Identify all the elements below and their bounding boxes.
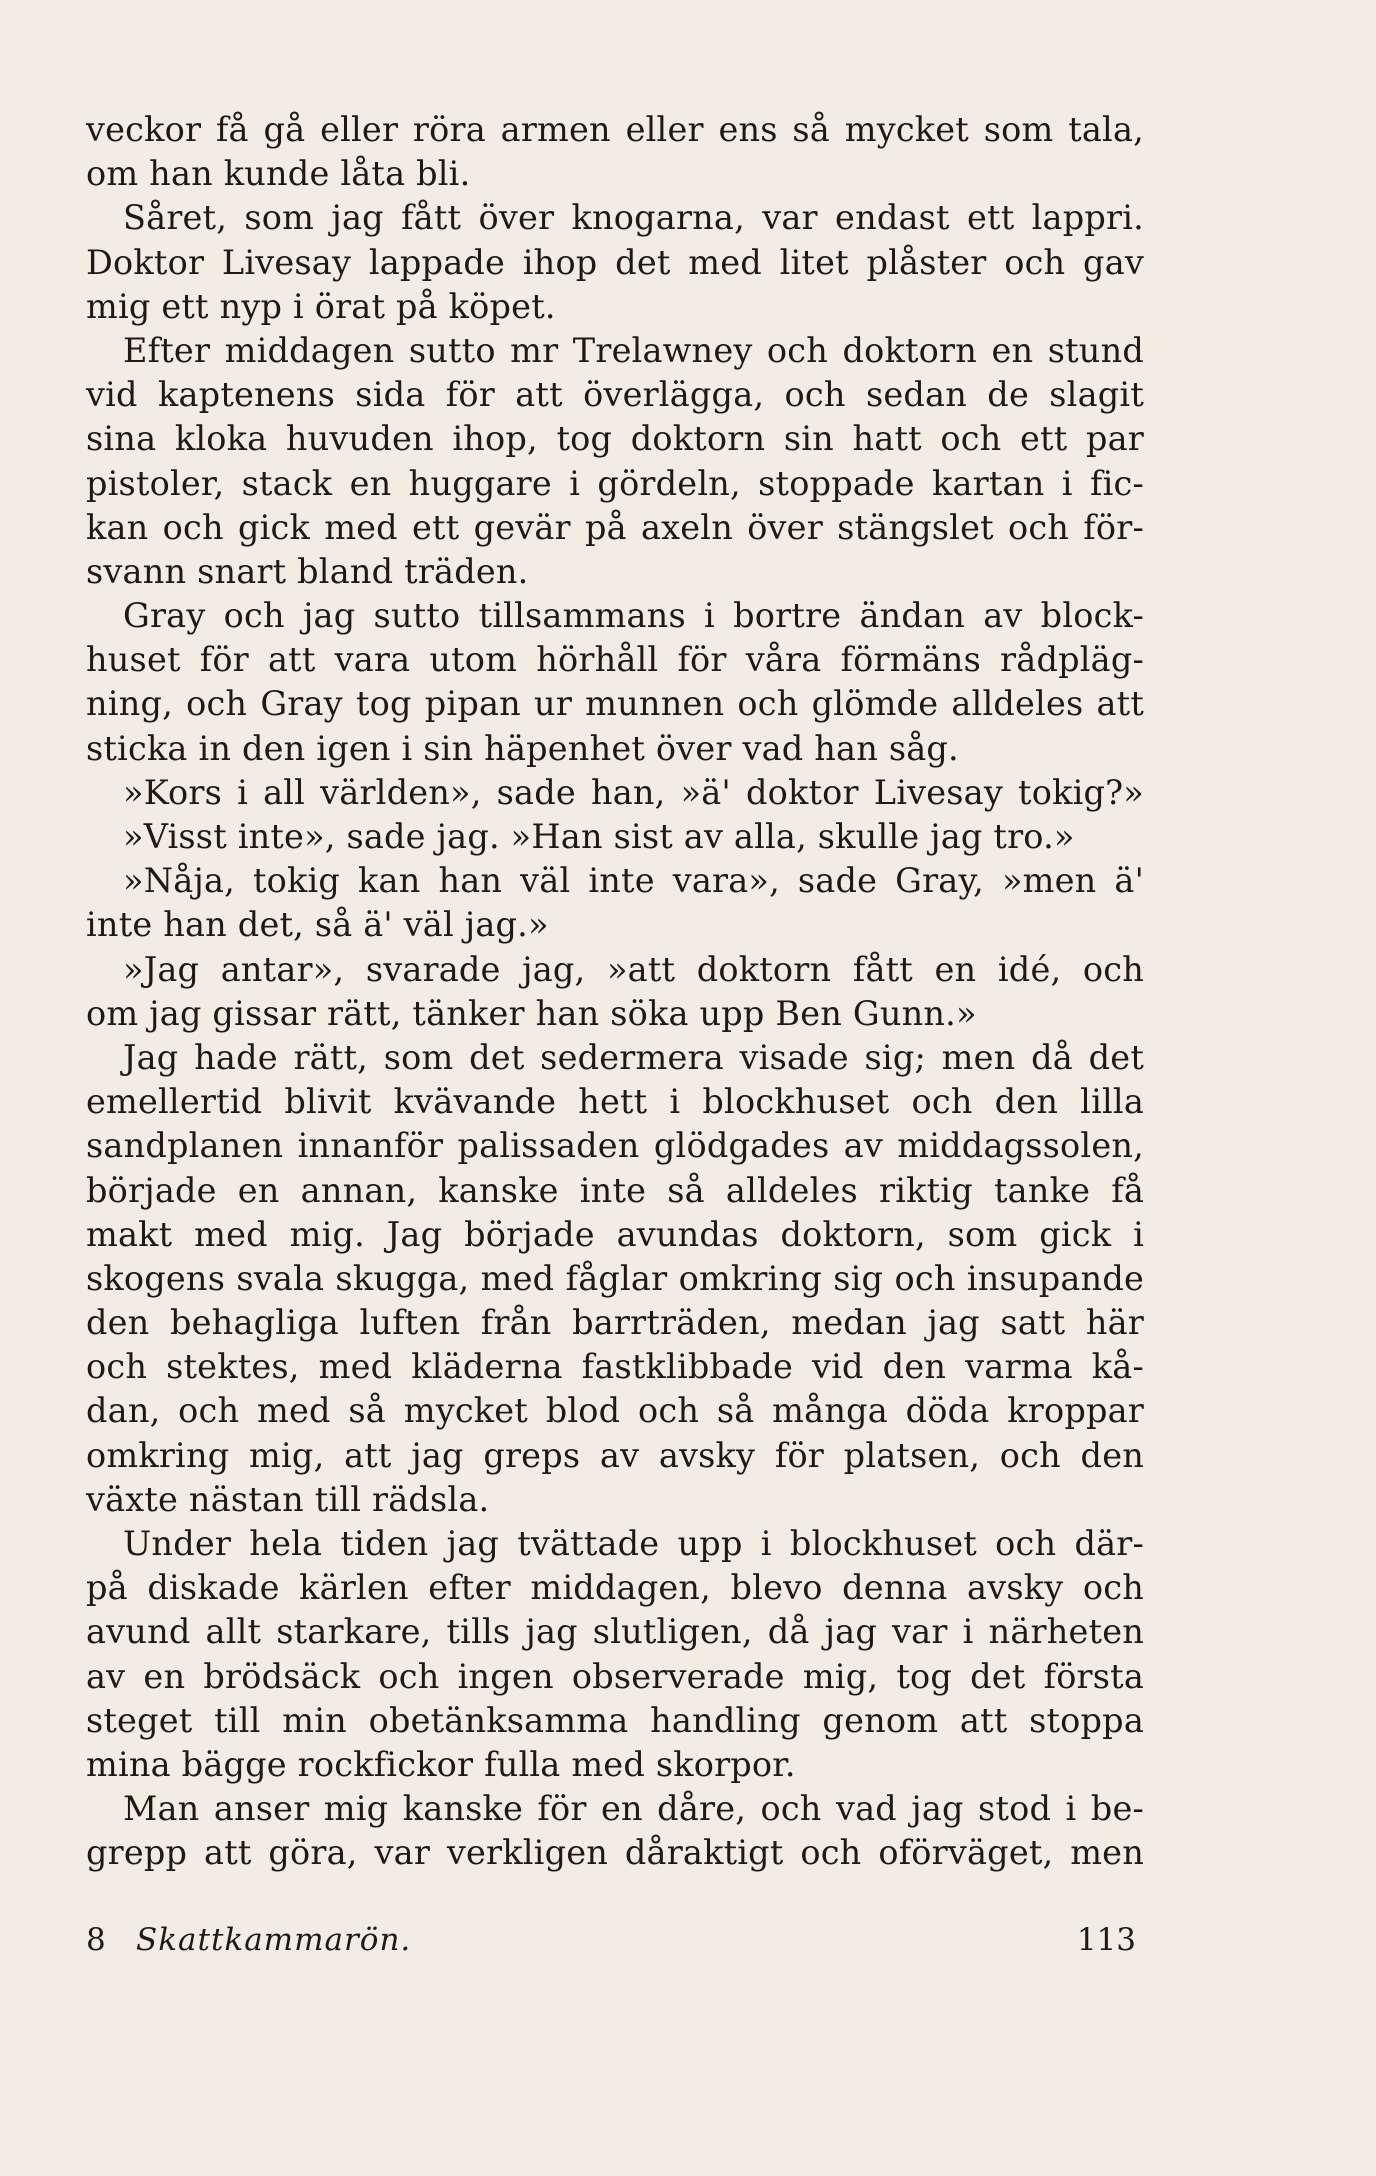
text-line: Gray och jag sutto tillsammans i bortre ändan av block-: [123, 596, 1144, 636]
text-line: inte han det, så ä' väl jag.»: [86, 905, 549, 945]
text-line: sina kloka huvuden ihop, tog doktorn sin hatt och ett par: [86, 419, 1144, 459]
text-line: kan och gick med ett gevär på axeln över stängslet och för-: [86, 507, 1144, 547]
text-line: huset för att vara utom hörhåll för våra förmäns rådpläg-: [86, 640, 1144, 680]
text-line: Under hela tiden jag tvättade upp i blockhuset och där-: [123, 1524, 1144, 1563]
text-line: växte nästan till rädsla.: [86, 1479, 490, 1519]
text-line: avund allt starkare, tills jag slutligen, då jag var i närheten: [86, 1612, 1144, 1652]
text-line: »Nåja, tokig kan han väl inte vara», sade Gray, »men ä': [123, 861, 1144, 901]
text-line: började en annan, kanske inte så alldeles riktig tanke få: [86, 1170, 1144, 1210]
text-line: Jag hade rätt, som det sedermera visade sig; men då det: [123, 1037, 1144, 1077]
text-line: svann snart bland träden.: [86, 551, 529, 591]
text-line: Man anser mig kanske för en dåre, och vad jag stod i be-: [123, 1789, 1144, 1829]
text-line: den behagliga luften från barrträden, medan jag satt här: [86, 1303, 1144, 1343]
text-line: »Kors i all världen», sade han, »ä' doktor Livesay tokig?»: [123, 772, 1144, 812]
text-line: och stektes, med kläderna fastklibbade vid den varma kå-: [86, 1347, 1144, 1387]
text-line: Såret, som jag fått över knogarna, var endast ett lappri.: [123, 198, 1144, 238]
text-line: mina bägge rockfickor fulla med skorpor.: [86, 1744, 796, 1784]
body-text: [86, 108, 1144, 1876]
text-line: av en brödsäck och ingen observerade mig, tog det första: [86, 1656, 1144, 1696]
text-line: emellertid blivit kvävande hett i blockhuset och den lilla: [86, 1082, 1144, 1122]
text-line: vid kaptenens sida för att överlägga, och sedan de slagit: [86, 375, 1144, 415]
page-footer: [86, 1918, 1144, 1962]
text-line: omkring mig, att jag greps av avsky för platsen, och den: [86, 1435, 1144, 1475]
text-line: »Visst inte», sade jag. »Han sist av alla, skulle jag tro.»: [123, 817, 1075, 856]
text-line: skogens svala skugga, med fåglar omkring sig och insupande: [86, 1258, 1144, 1298]
text-line: sticka in den igen i sin häpenhet över vad han såg.: [86, 728, 959, 768]
text-line: om han kunde låta bli.: [86, 154, 471, 194]
text-line: ning, och Gray tog pipan ur munnen och glömde alldeles att: [86, 684, 1144, 724]
page-number: 113: [1076, 1922, 1136, 1958]
text-line: Doktor Livesay lappade ihop det med litet plåster och gav: [86, 242, 1144, 282]
signature-number: 8: [86, 1922, 106, 1958]
text-line: makt med mig. Jag började avundas doktorn, som gick i: [86, 1214, 1144, 1254]
text-line: på diskade kärlen efter middagen, blevo denna avsky och: [86, 1568, 1144, 1608]
text-line: veckor få gå eller röra armen eller ens så mycket som tala,: [86, 110, 1144, 149]
text-line: mig ett nyp i örat på köpet.: [86, 286, 556, 326]
text-line: dan, och med så mycket blod och så många döda kroppar: [86, 1391, 1144, 1431]
text-line: Efter middagen sutto mr Trelawney och doktorn en stund: [123, 330, 1144, 370]
signature-title: Skattkammarön.: [136, 1922, 412, 1958]
text-line: »Jag antar», svarade jag, »att doktorn fått en idé, och: [123, 949, 1144, 989]
text-line: pistoler, stack en huggare i gördeln, stoppade kartan i fic-: [86, 463, 1144, 503]
text-line: steget till min obetänksamma handling genom att stoppa: [86, 1700, 1144, 1740]
text-line: om jag gissar rätt, tänker han söka upp Ben Gunn.»: [86, 993, 977, 1033]
text-line: sandplanen innanför palissaden glödgades av middagssolen,: [86, 1126, 1144, 1166]
text-line: grepp att göra, var verkligen dåraktigt och oförväget, men: [86, 1833, 1144, 1873]
